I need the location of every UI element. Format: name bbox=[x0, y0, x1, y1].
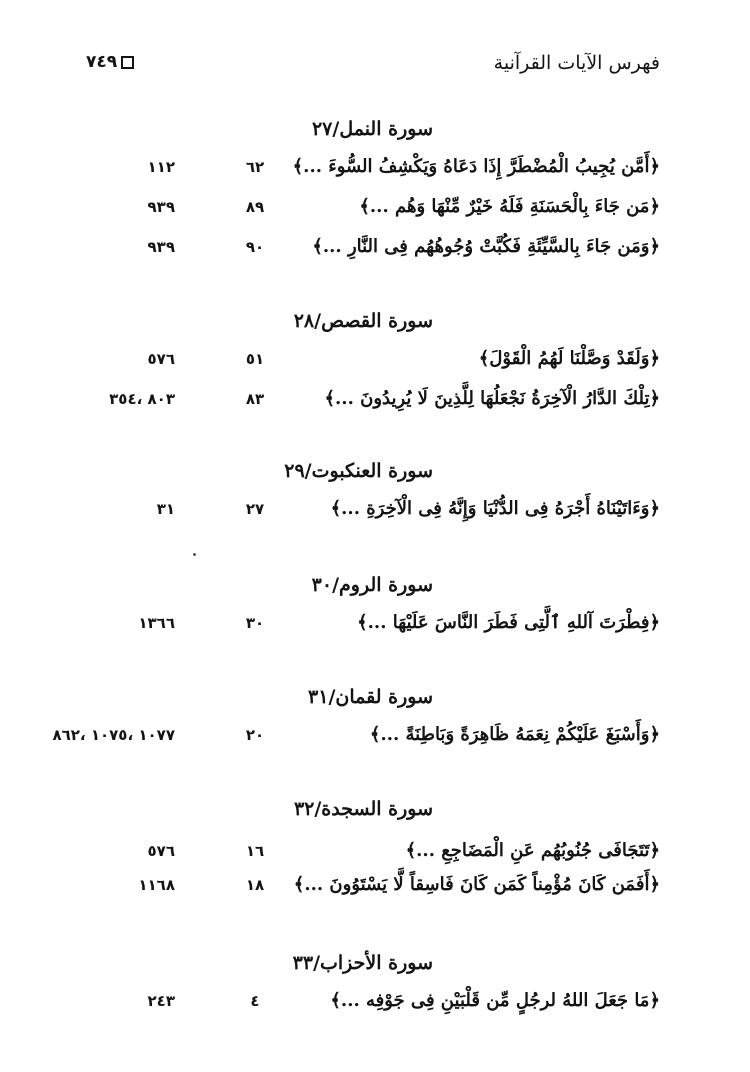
page-refs: ٢٤٣ bbox=[147, 992, 175, 1010]
table-row bbox=[0, 348, 750, 384]
verse-text: ﴿مَا جَعَلَ اللهُ لرجُلٍ مِّن قَلْبَيْنِ فِى جَوْفِه ...﴾ bbox=[330, 990, 660, 1011]
verse-text: ﴿مَن جَاءَ بِالْحَسَنَةِ فَلَهُ خَيْرٌ مِّنْهَا وَهُم ...﴾ bbox=[359, 196, 660, 217]
ayah-number: ١٦ bbox=[245, 842, 265, 860]
ayah-number: ٢٧ bbox=[245, 500, 265, 518]
table-row bbox=[0, 236, 750, 272]
ayah-number: ١٨ bbox=[245, 876, 265, 894]
surah-title: سورة الأحزاب/٣٣ bbox=[292, 952, 433, 974]
page-refs: ١١٢ bbox=[147, 158, 175, 176]
running-header-page bbox=[86, 52, 134, 72]
surah-title: سورة السجدة/٣٢ bbox=[293, 798, 433, 820]
page-refs: ٥٧٦ bbox=[147, 350, 175, 368]
verse-text: ﴿تِلْكَ الدَّارُ الْآخِرَةُ نَجْعَلُهَا لِلَّذِينَ لَا يُرِيدُونَ ...﴾ bbox=[324, 388, 660, 409]
page-refs: ٩٣٩ bbox=[147, 238, 175, 256]
square-icon bbox=[121, 56, 134, 69]
table-row bbox=[0, 612, 750, 648]
page-number: ٧٤٩ bbox=[86, 52, 118, 72]
ayah-number: ٦٢ bbox=[245, 158, 265, 176]
table-row bbox=[0, 498, 750, 534]
ayah-number: ٥١ bbox=[245, 350, 265, 368]
table-row bbox=[0, 874, 750, 910]
ayah-number: ٢٠ bbox=[245, 726, 265, 744]
table-row bbox=[0, 388, 750, 424]
page-refs: ١٣٦٦ bbox=[138, 614, 175, 632]
verse-text: ﴿وَءَاتَيْنَاهُ أَجْرَهُ فِى الدُّنْيَا وَإِنَّهُ فِى الْآخِرَةِ ...﴾ bbox=[330, 498, 660, 519]
ayah-number: ٩٠ bbox=[245, 238, 265, 256]
surah-title: سورة النمل/٢٧ bbox=[311, 118, 433, 140]
table-row bbox=[0, 156, 750, 192]
page-refs: ٩٣٩ bbox=[147, 198, 175, 216]
ayah-number: ٣٠ bbox=[245, 614, 265, 632]
verse-text: ﴿تَتَجَافَى جُنُوبُهُم عَنِ الْمَضَاجِعِ ...﴾ bbox=[405, 840, 660, 861]
verse-text: ﴿وَأَسْبَغَ عَلَيْكُمْ نِعَمَهُ ظَاهِرَةً وَبَاطِنَةً ...﴾ bbox=[369, 724, 660, 745]
table-row bbox=[0, 990, 750, 1026]
ayah-number: ٨٣ bbox=[245, 390, 265, 408]
page-refs: ٣١ bbox=[156, 500, 175, 518]
table-row bbox=[0, 196, 750, 232]
page-refs: ١١٦٨ bbox=[138, 876, 175, 894]
ayah-number: ٤ bbox=[250, 992, 260, 1010]
running-header-title: فهرس الآيات القرآنية bbox=[493, 52, 660, 74]
verse-text: ﴿أَفَمَن كَانَ مُؤْمِناً كَمَن كَانَ فَاسِقاً لَّا يَسْتَوُونَ ...﴾ bbox=[293, 874, 660, 895]
surah-title: سورة العنكبوت/٢٩ bbox=[284, 460, 433, 482]
stray-dot bbox=[193, 553, 196, 556]
table-row bbox=[0, 724, 750, 760]
page-refs: ١٠٧٧ ،١٠٧٥ ،٨٦٢ bbox=[52, 726, 175, 744]
page-refs: ٨٠٣ ،٣٥٤ bbox=[109, 390, 175, 408]
surah-title: سورة القصص/٢٨ bbox=[293, 310, 433, 332]
surah-title: سورة لقمان/٣١ bbox=[308, 686, 433, 708]
verse-text: ﴿فِطْرَتَ آللهِ ٱلَّتِى فَطَرَ النَّاسَ عَلَيْهَا ...﴾ bbox=[357, 612, 660, 633]
verse-text: ﴿وَلَقَدْ وَصَّلْنَا لَهُمُ الْقَوْلَ﴾ bbox=[478, 348, 660, 369]
surah-title: سورة الروم/٣٠ bbox=[311, 574, 433, 596]
verse-text: ﴿وَمَن جَاءَ بِالسَّيِّئَةِ فَكُبَّتْ وُجُوهُهُم فِى النَّارِ ...﴾ bbox=[312, 236, 660, 257]
ayah-number: ٨٩ bbox=[245, 198, 265, 216]
table-row bbox=[0, 840, 750, 876]
verse-text: ﴿أَمَّن يُجِيبُ الْمُضْطَرَّ إِذَا دَعَاهُ وَيَكْشِفُ السُّوءَ ...﴾ bbox=[292, 156, 660, 177]
page-refs: ٥٧٦ bbox=[147, 842, 175, 860]
